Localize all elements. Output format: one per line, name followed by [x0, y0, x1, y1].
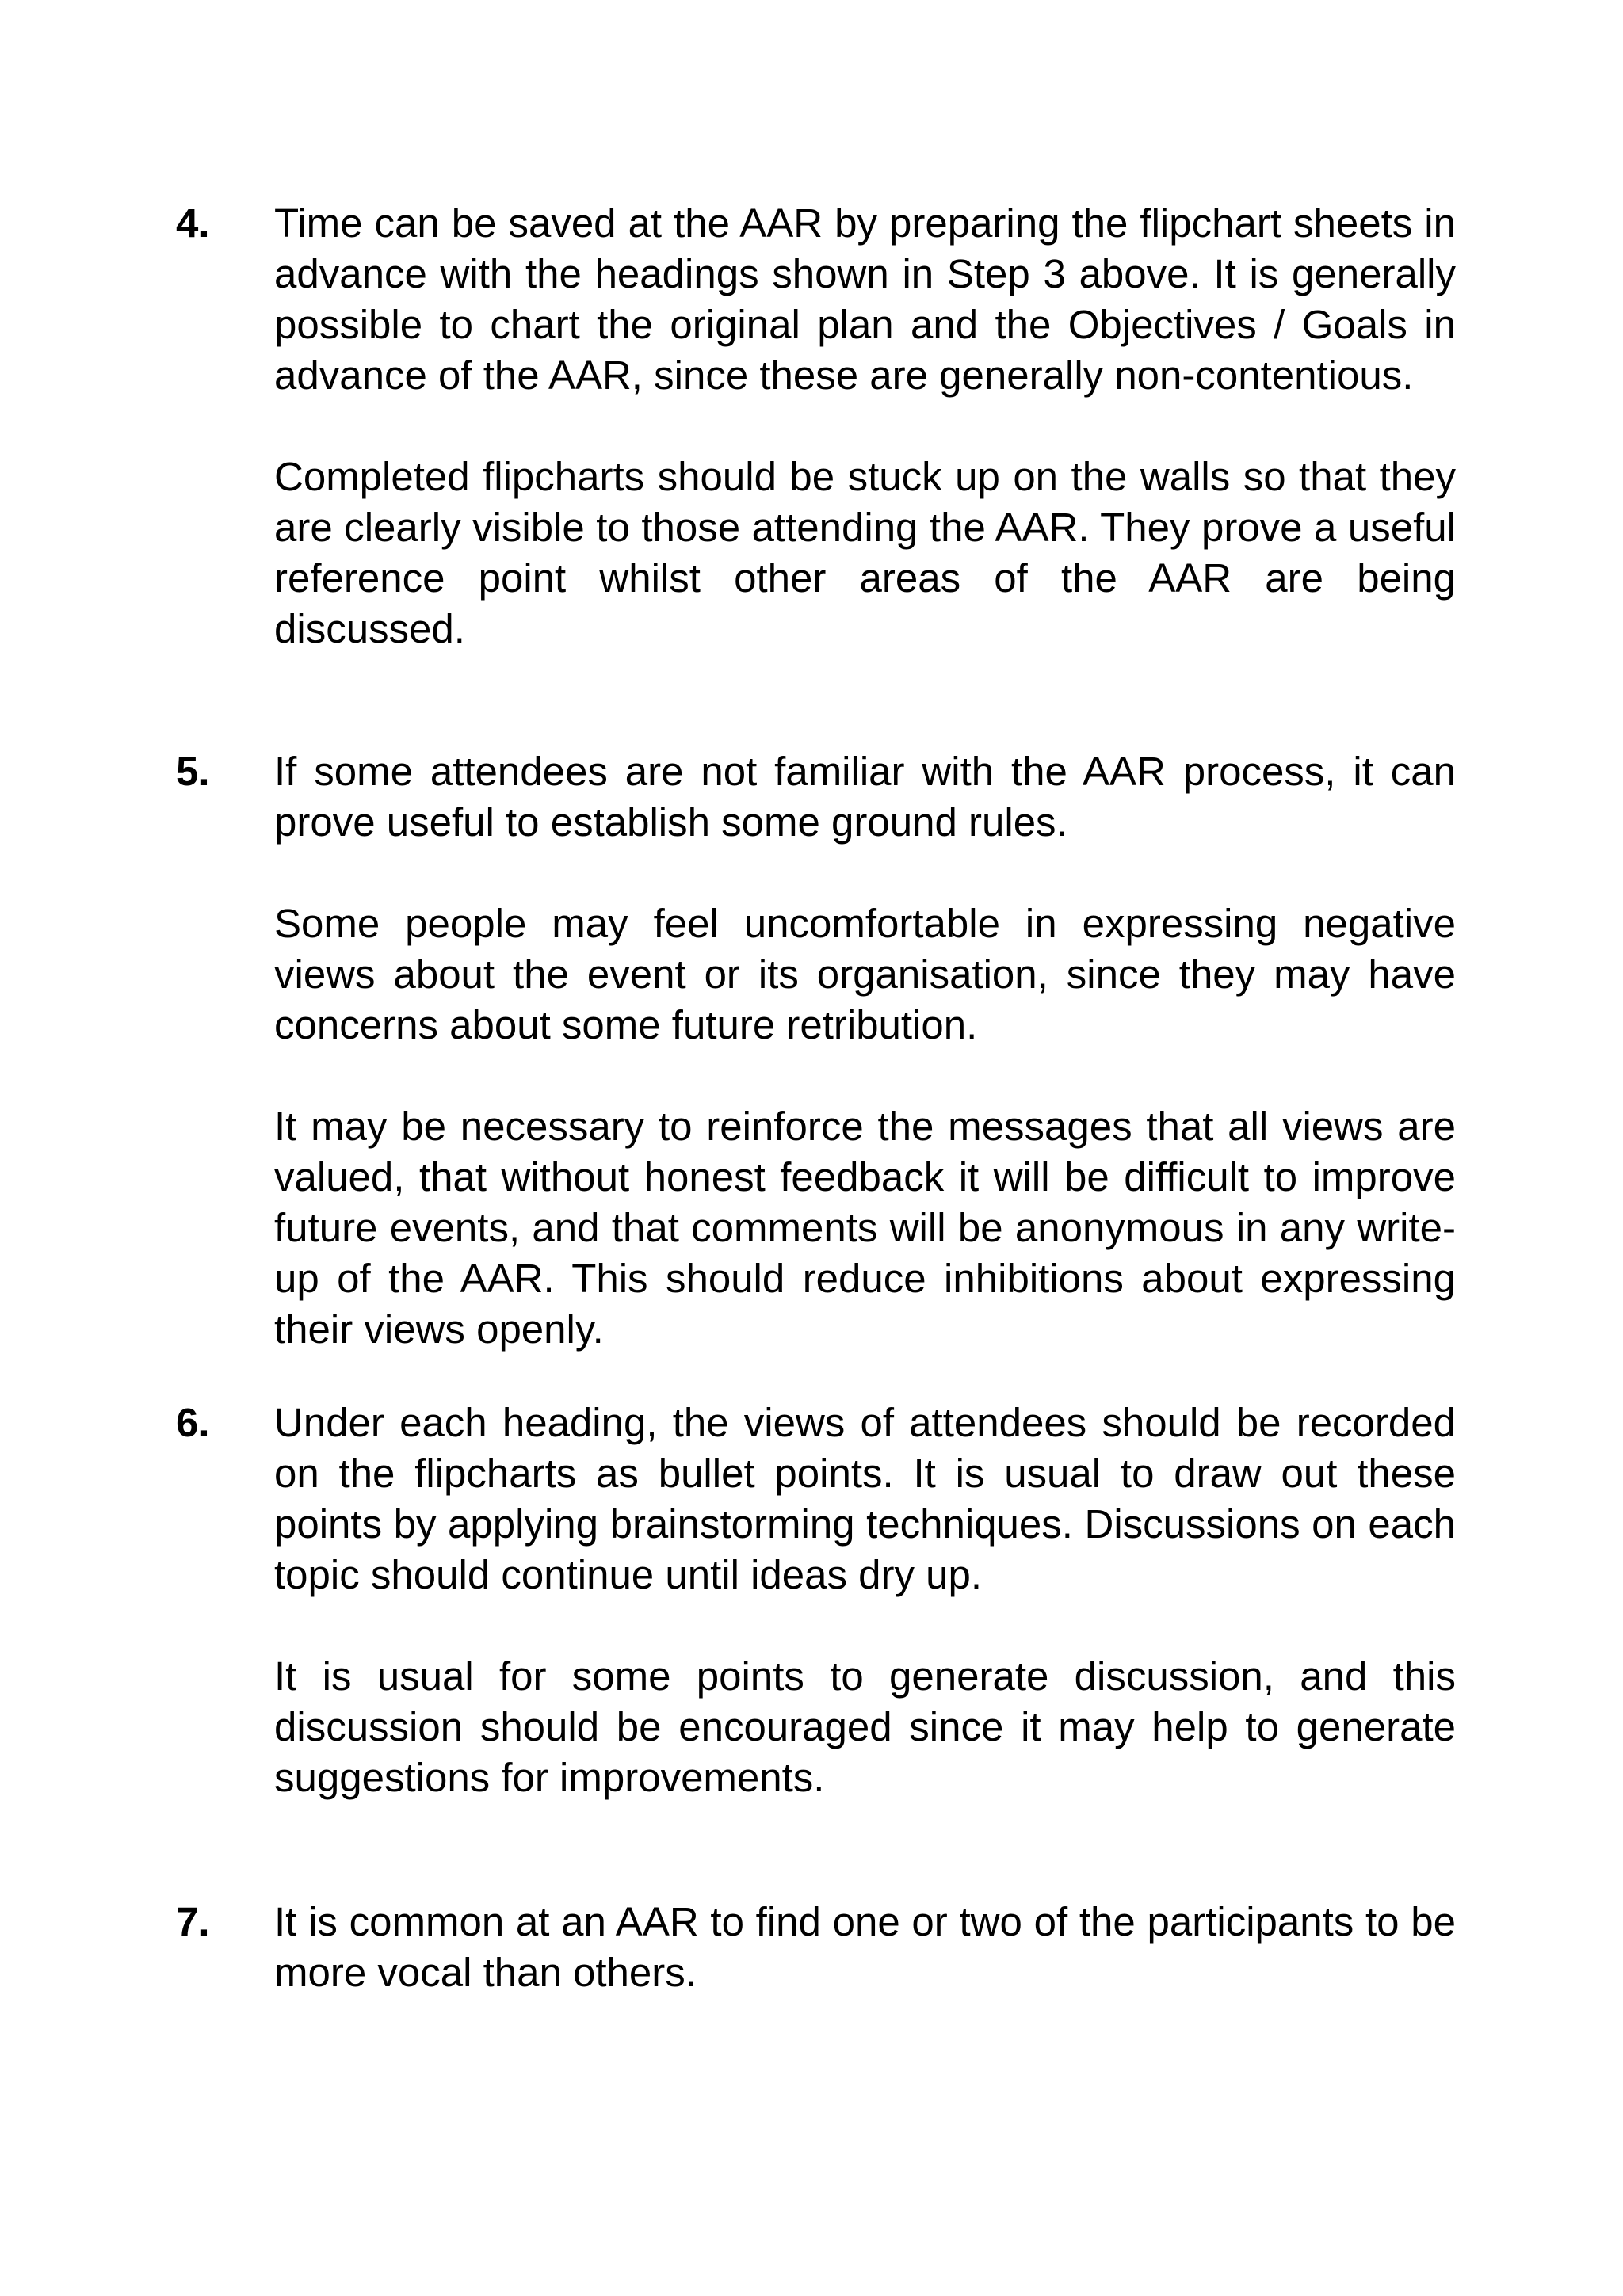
item-body — [274, 1897, 1456, 1998]
item-body — [274, 746, 1456, 1355]
item-body — [274, 198, 1456, 654]
item-number: 5. — [176, 749, 210, 794]
item-number: 4. — [176, 200, 210, 246]
paragraph: Time can be saved at the AAR by preparing the flipchart sheets in advance with the headings shown in Step 3 above. It is generally possible to chart the original plan and the Objectives / Goals in advance of the AAR, since these are generally non-contentious. — [274, 200, 1456, 398]
paragraph: Some people may feel uncomfortable in expressing negative views about the event or its organisation, since they may have concerns about some future retribution. — [274, 901, 1456, 1047]
paragraph: Completed flipcharts should be stuck up on the walls so that they are clearly visible to those attending the AAR. They prove a useful reference point whilst other areas of the AAR are being discussed. — [274, 454, 1456, 651]
paragraph: If some attendees are not familiar with the AAR process, it can prove useful to establish some ground rules. — [274, 749, 1456, 845]
paragraph: It is usual for some points to generate discussion, and this discussion should be encouraged since it may help to generate suggestions for improvements. — [274, 1653, 1456, 1800]
item-number: 6. — [176, 1400, 210, 1445]
paragraph: It is common at an AAR to find one or two of the participants to be more vocal than others. — [274, 1899, 1456, 1995]
item-body — [274, 1398, 1456, 1803]
paragraph: It may be necessary to reinforce the messages that all views are valued, that without honest feedback it will be difficult to improve future events, and that comments will be anonymous in any write-up of the AAR. This should reduce inhibitions about expressing their views openly. — [274, 1104, 1456, 1352]
paragraph: Under each heading, the views of attendees should be recorded on the flipcharts as bullet points. It is usual to draw out these points by applying brainstorming techniques. Discussions on each topic should continue until ideas dry up. — [274, 1400, 1456, 1597]
item-number: 7. — [176, 1899, 210, 1944]
